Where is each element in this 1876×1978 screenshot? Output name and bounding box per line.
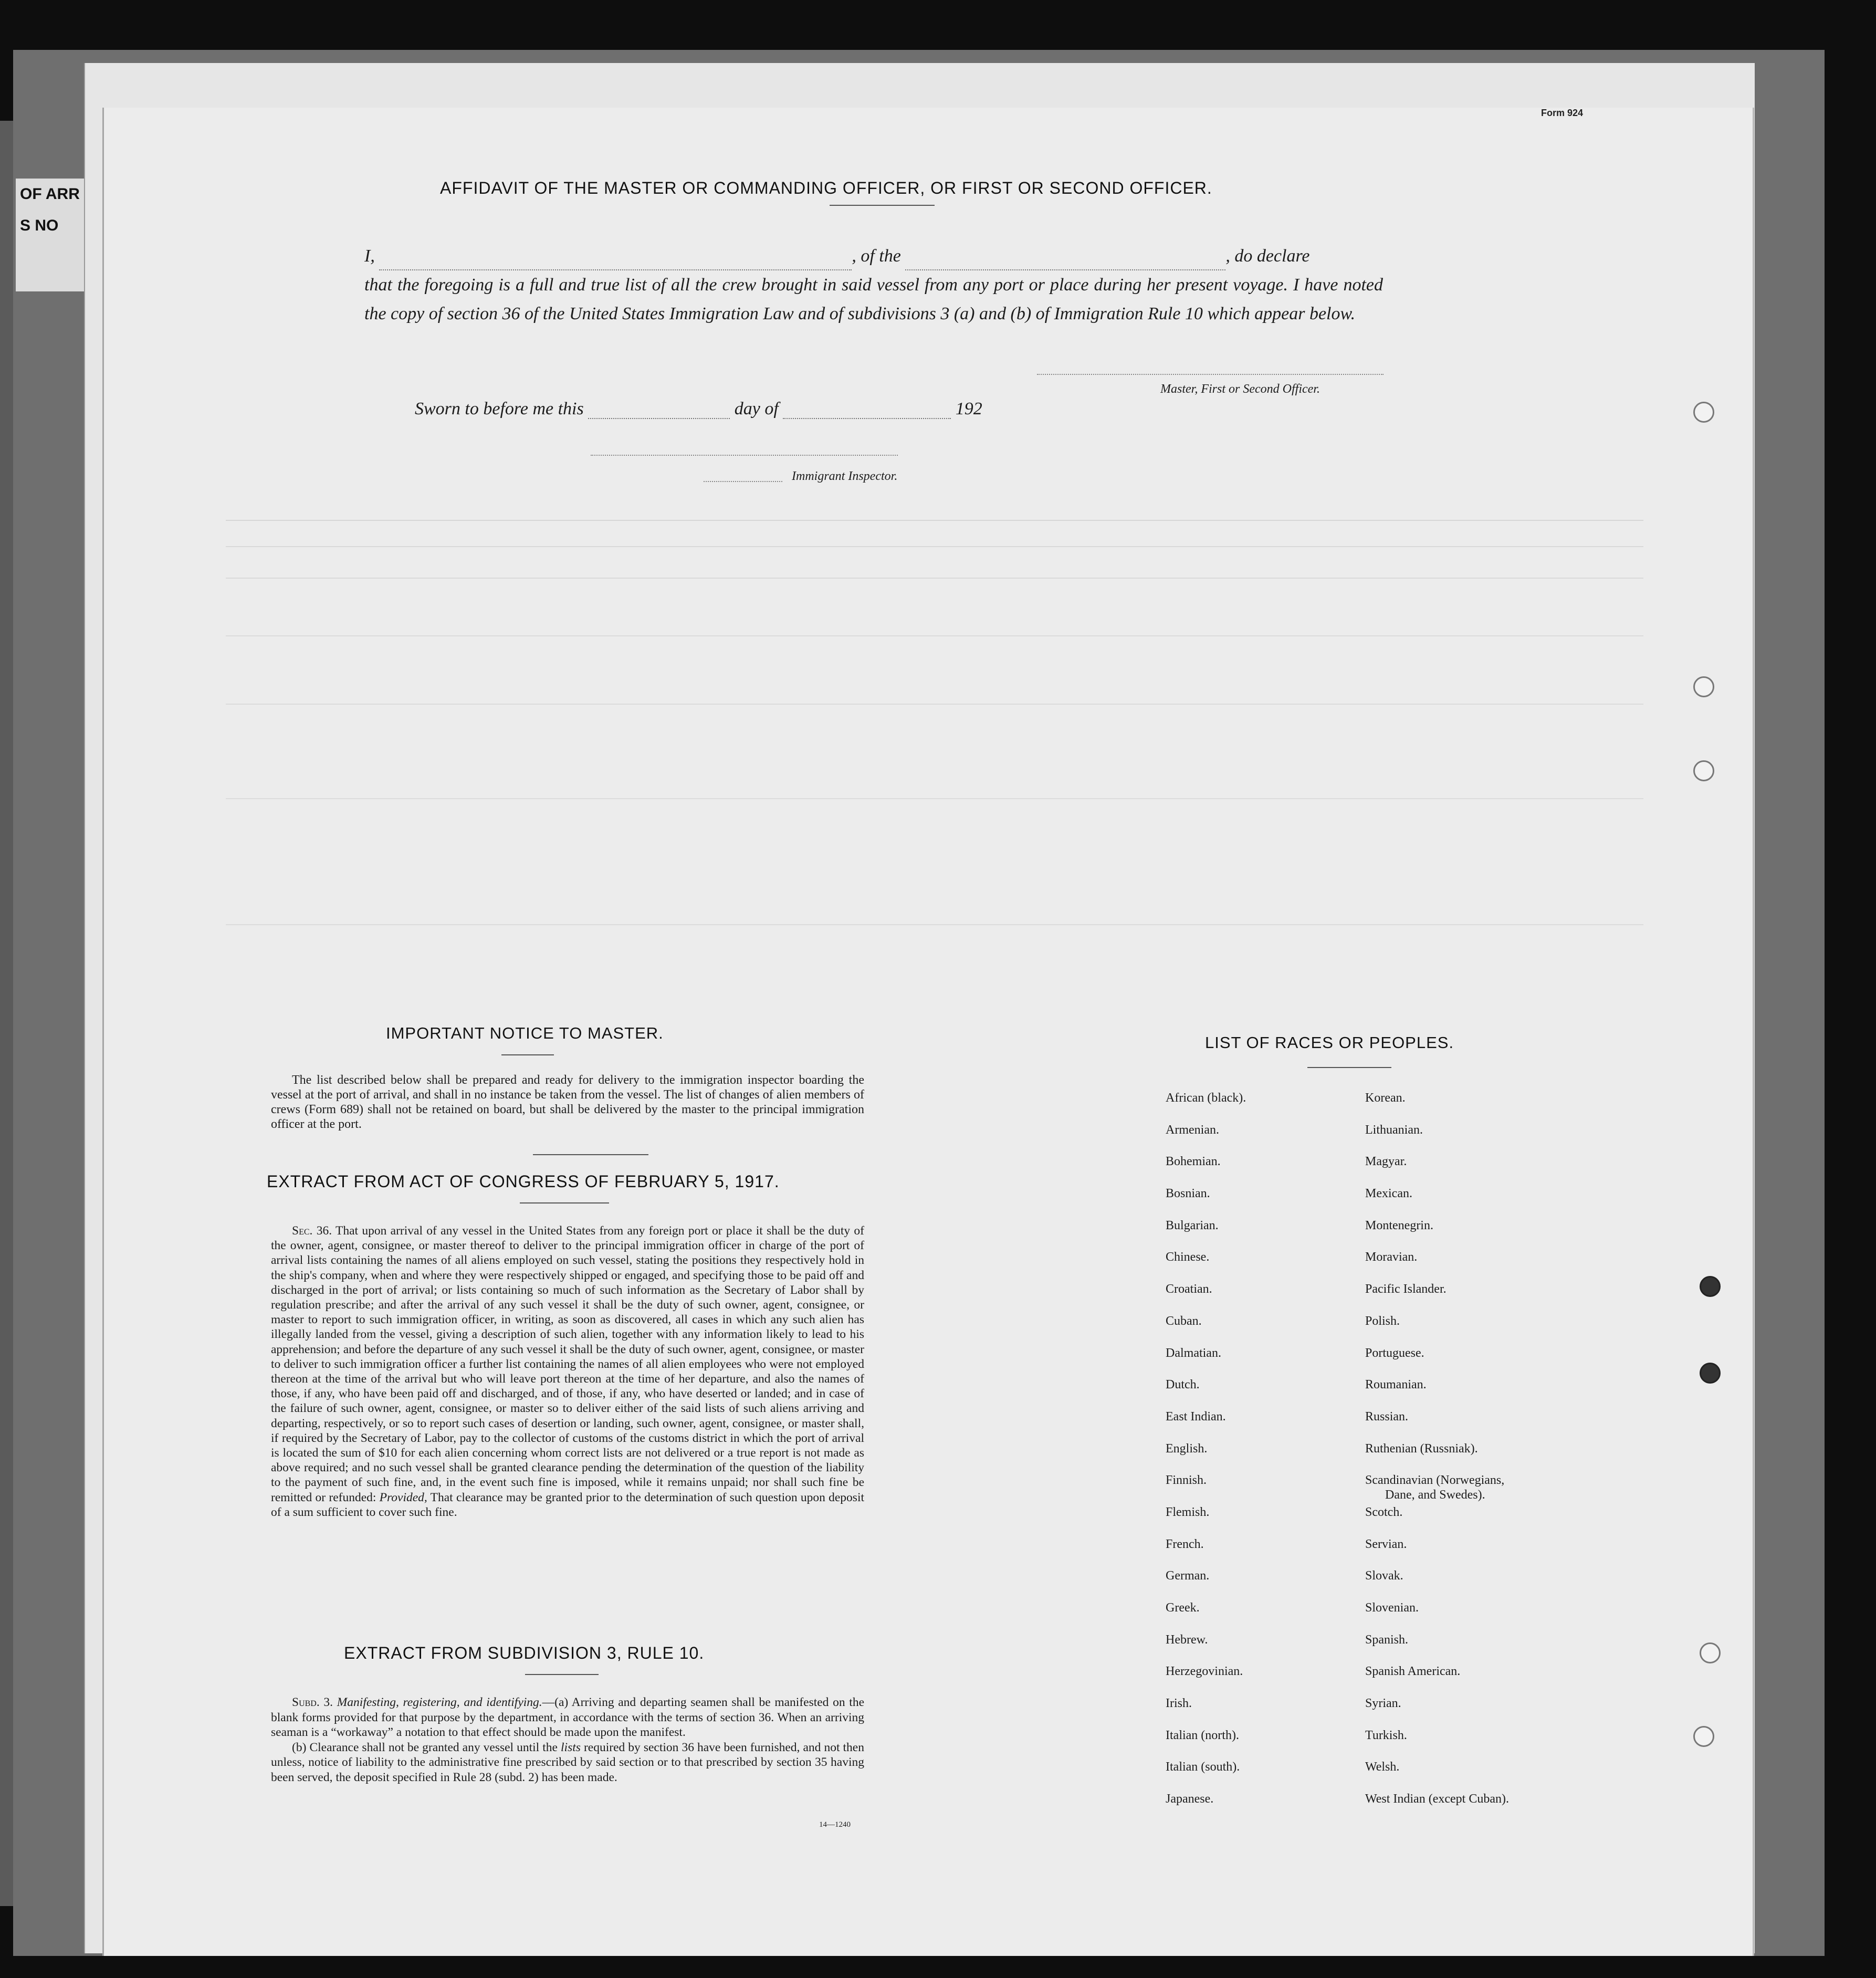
- year-label: 192: [955, 399, 982, 418]
- master-signature-caption: Master, First or Second Officer.: [1160, 382, 1320, 396]
- para-b-label: (b): [292, 1740, 307, 1754]
- provided-body: That clearance may be granted prior to the determination of such question upon deposit of a sum sufficient to cover such fine.: [271, 1490, 865, 1519]
- race-item: Korean.: [1365, 1091, 1406, 1105]
- races-title: LIST OF RACES OR PEOPLES.: [1205, 1033, 1454, 1052]
- inspector-short-line: [704, 481, 782, 482]
- race-item: French.: [1166, 1537, 1204, 1551]
- inspector-caption: Immigrant Inspector.: [792, 469, 898, 483]
- race-item: East Indian.: [1166, 1409, 1226, 1424]
- race-item: Welsh.: [1365, 1760, 1400, 1774]
- race-item: Italian (north).: [1166, 1728, 1239, 1742]
- subdivision-text: [271, 1695, 864, 1785]
- divider: [533, 1154, 648, 1155]
- race-item: Scandinavian (Norwegians,: [1365, 1473, 1505, 1488]
- para-b-part2: required by section 36 have been furnished, and not then unless, notice of liability to the administrative fine prescribed by said section or to that prescribed by section 35 having been served, the deposit specified in Rule 28 (subd. 2) has been made.: [271, 1740, 864, 1784]
- race-item: Polish.: [1365, 1314, 1400, 1328]
- binder-hole: [1693, 760, 1714, 781]
- notice-body: The list described below shall be prepared and ready for delivery to the immigration inspector boarding the vessel at the port of arrival, and shall in no instance be taken from the vessel. The list of changes of alien members of crews (Form 689) shall not be retained on board, but shall be delivered by the master to the principal immigration officer at the port.: [271, 1073, 864, 1131]
- races-right-column: [1365, 1091, 1509, 1824]
- binder-hole: [1693, 402, 1714, 423]
- race-item: Syrian.: [1365, 1697, 1401, 1711]
- divider: [501, 1054, 554, 1055]
- race-item: Irish.: [1166, 1697, 1192, 1711]
- act-extract-title: EXTRACT FROM ACT OF CONGRESS OF FEBRUARY 5, 1917.: [267, 1172, 780, 1191]
- race-item: Roumanian.: [1365, 1378, 1427, 1392]
- binder-hole: [1700, 1363, 1721, 1384]
- binder-hole: [1700, 1642, 1721, 1663]
- race-item: Mexican.: [1365, 1187, 1412, 1201]
- sec-label: Sec. 36.: [292, 1224, 332, 1238]
- race-item: Scotch.: [1365, 1505, 1403, 1519]
- race-item: Dane, and Swedes).: [1385, 1488, 1485, 1502]
- race-item: Herzegovinian.: [1166, 1665, 1243, 1679]
- races-left-column: [1166, 1091, 1246, 1824]
- race-item: English.: [1166, 1441, 1208, 1456]
- notice-title: IMPORTANT NOTICE TO MASTER.: [386, 1024, 664, 1042]
- race-item: Finnish.: [1166, 1473, 1207, 1488]
- divider: [1307, 1067, 1391, 1068]
- i-label: I,: [364, 246, 375, 266]
- race-item: Pacific Islander.: [1365, 1282, 1447, 1296]
- left-tab-line1: OF ARR: [20, 185, 80, 203]
- race-item: Bosnian.: [1166, 1187, 1210, 1201]
- divider: [520, 1202, 609, 1203]
- race-item: Slovak.: [1365, 1569, 1403, 1583]
- race-item: Lithuanian.: [1365, 1123, 1423, 1137]
- binder-hole: [1700, 1276, 1721, 1297]
- race-item: Slovenian.: [1365, 1601, 1419, 1615]
- race-item: Croatian.: [1166, 1282, 1212, 1296]
- race-item: Hebrew.: [1166, 1632, 1208, 1647]
- section-36-text: [271, 1223, 864, 1520]
- divider: [830, 205, 935, 206]
- subd-label: Subd. 3.: [292, 1696, 333, 1709]
- race-item: Montenegrin.: [1365, 1218, 1433, 1232]
- subd-para-a: —(a) Arriving and departing seamen shall be manifested on the blank forms provided for that purpose by the department, in accordance with the terms of section 36. When an arriving seaman is a “workaway” a notation to that effect should be made upon the manifest.: [271, 1696, 864, 1739]
- race-item: West Indian (except Cuban).: [1365, 1792, 1509, 1806]
- left-tab-line2: S NO: [20, 217, 59, 234]
- race-item: Magyar.: [1365, 1155, 1407, 1169]
- race-item: Spanish American.: [1365, 1665, 1461, 1679]
- month-blank[interactable]: [783, 418, 951, 419]
- binder-hole: [1693, 676, 1714, 697]
- race-item: Bulgarian.: [1166, 1218, 1219, 1232]
- rule-extract-title: EXTRACT FROM SUBDIVISION 3, RULE 10.: [344, 1644, 705, 1662]
- declare-label: , do declare: [1225, 246, 1310, 266]
- race-item: German.: [1166, 1569, 1210, 1583]
- master-signature-line[interactable]: [1037, 374, 1384, 375]
- race-item: Ruthenian (Russniak).: [1365, 1441, 1478, 1456]
- race-item: African (black).: [1166, 1091, 1246, 1105]
- print-code: 14—1240: [819, 1820, 851, 1829]
- sec-body: That upon arrival of any vessel in the United States from any foreign port or place it shall be the duty of the owner, agent, consignee, or master thereof to deliver to the principal immigration officer in charge of the port of arrival lists containing the names of all aliens employed on such vessel, stating the positions they respectively hold in the ship's company, when and where they were respectively shipped or engaged, and specifying those to be paid off and discharged in the port of arrival; or lists containing so much of such information as the Secretary of Labor shall by regulation prescribe; and after the arrival of any such vessel it shall be the duty of such owner, agent, consignee, or master to report to such immigration officer, in writing, as soon as discovered, all cases in which any such alien has illegally landed from the vessel, giving a description of such alien, together with any information likely to lead to his apprehension; and before the departure of any such vessel it shall be the duty of such owner, agent, consignee, or master to deliver to such immigration officer a further list containing the names of all alien employees who were not employed thereon at the time of the arrival but who will leave port thereon at the time of her departure, and also the names of those, if any, who have been paid off and discharged, and of those, if any, who have deserted or landed; and in case of the failure of such owner, agent, consignee, or master so to deliver either of the said lists of such aliens arriving and departing, respectively, or so to report such cases of desertion or landing, such owner, agent, consignee, or master shall, if required by the Secretary of Labor, pay to the collector of customs of the customs district in which the port of arrival is located the sum of $10 for each alien concerning whom correct lists are not delivered or a true report is not made as above required; and no such vessel shall be granted clearance pending the determination of the question of the liability to the payment of such fine, and, in the event such fine is imposed, while it remains unpaid; nor shall such fine be remitted or refunded:: [271, 1224, 865, 1504]
- provided-label: Provided,: [379, 1490, 427, 1504]
- race-item: Turkish.: [1365, 1728, 1407, 1742]
- race-item: Japanese.: [1166, 1792, 1214, 1806]
- sworn-line: [415, 399, 982, 419]
- binder-hole: [1693, 1726, 1714, 1747]
- subd-heading: Manifesting, registering, and identifying.: [337, 1696, 542, 1709]
- race-item: Moravian.: [1365, 1250, 1418, 1264]
- inspector-signature-line[interactable]: [591, 455, 898, 456]
- sworn-label: Sworn to before me this: [415, 399, 584, 418]
- day-of-label: day of: [734, 399, 779, 418]
- race-item: Armenian.: [1166, 1123, 1219, 1137]
- race-item: Servian.: [1365, 1537, 1407, 1551]
- race-item: Cuban.: [1166, 1314, 1202, 1328]
- race-item: Bohemian.: [1166, 1155, 1221, 1169]
- para-b-part1: Clearance shall not be granted any vessel until the: [309, 1740, 558, 1754]
- race-item: Portuguese.: [1365, 1346, 1424, 1360]
- race-item: Dalmatian.: [1166, 1346, 1221, 1360]
- divider: [525, 1674, 599, 1675]
- race-item: Chinese.: [1166, 1250, 1210, 1264]
- affidavit-title: AFFIDAVIT OF THE MASTER OR COMMANDING OFFICER, OR FIRST OR SECOND OFFICER.: [440, 179, 1212, 197]
- day-blank[interactable]: [588, 418, 730, 419]
- of-the-label: , of the: [852, 246, 901, 266]
- form-number: Form 924: [1541, 108, 1584, 118]
- race-item: Italian (south).: [1166, 1760, 1240, 1774]
- race-item: Russian.: [1365, 1409, 1409, 1424]
- race-item: Flemish.: [1166, 1505, 1210, 1519]
- race-item: Dutch.: [1166, 1378, 1200, 1392]
- para-b-lists: lists: [561, 1740, 581, 1754]
- affidavit-body: that the foregoing is a full and true list of all the crew brought in said vessel from any port or place during her present voyage. I have noted the copy of section 36 of the United States Immigration Law and of subdivisions 3 (a) and (b) of Immigration Rule 10 which appear below.: [364, 275, 1383, 323]
- race-item: Spanish.: [1365, 1632, 1409, 1647]
- race-item: Greek.: [1166, 1601, 1200, 1615]
- affidavit-text: [364, 242, 1383, 328]
